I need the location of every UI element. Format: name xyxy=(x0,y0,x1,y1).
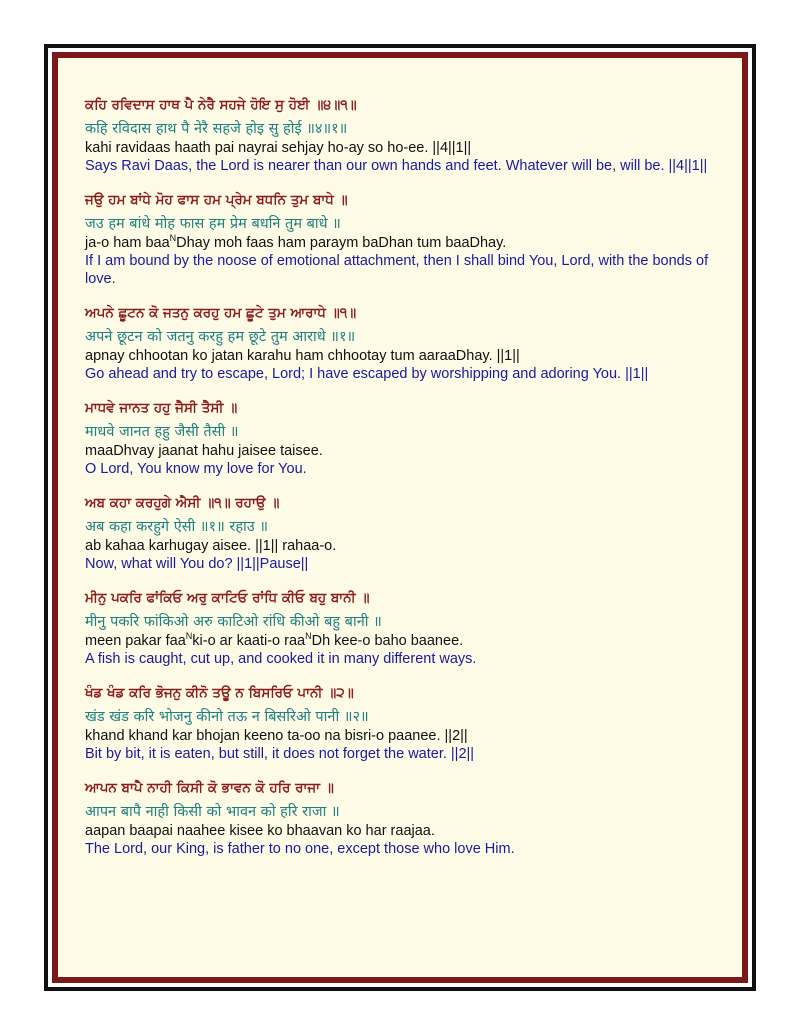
verse-1 xyxy=(85,96,725,175)
hindi-line: जउ हम बांधे मोह फास हम प्रेम बधनि तुम बाधे ॥ xyxy=(85,216,341,232)
gurmukhi-line: ਮਾਧਵੇ ਜਾਨਤ ਹਹੁ ਜੈਸੀ ਤੈਸੀ ॥ xyxy=(85,400,238,416)
transliteration-line xyxy=(85,632,725,650)
verse-8 xyxy=(85,779,725,858)
transliteration-part: ja-o ham baa xyxy=(85,235,170,251)
translation-line: Go ahead and try to escape, Lord; I have escaped by worshipping and adoring You. ||1|| xyxy=(85,366,649,382)
translation-line: Bit by bit, it is eaten, but still, it does not forget the water. ||2|| xyxy=(85,746,475,762)
verse-3 xyxy=(85,304,725,383)
hindi-line: मीनु पकरि फांकिओ अरु काटिओ रांधि कीओ बहु बानी ॥ xyxy=(85,614,382,630)
gurmukhi-line: ਕਹਿ ਰਵਿਦਾਸ ਹਾਥ ਪੈ ਨੇਰੈ ਸਹਜੇ ਹੋਇ ਸੁ ਹੋਈ ॥੪॥੧॥ xyxy=(85,97,357,113)
hindi-line: कहि रविदास हाथ पै नेरै सहजे होइ सु होई ॥४॥१॥ xyxy=(85,121,348,137)
transliteration-line: khand khand kar bhojan keeno ta-oo na bisri-o paanee. ||2|| xyxy=(85,728,468,744)
scripture-page xyxy=(85,96,725,874)
nasal-marker: N xyxy=(185,631,193,642)
verse-5 xyxy=(85,494,725,573)
hindi-line: अब कहा करहुगे ऐसी ॥१॥ रहाउ ॥ xyxy=(85,519,269,535)
transliteration-part: meen pakar faa xyxy=(85,633,186,649)
translation-line: Now, what will You do? ||1||Pause|| xyxy=(85,556,309,572)
gurmukhi-line: ਅਪਨੇ ਛੂਟਨ ਕੋ ਜਤਨੁ ਕਰਹੁ ਹਮ ਛੂਟੇ ਤੁਮ ਆਰਾਧੇ ॥੧॥ xyxy=(85,305,357,321)
verse-6 xyxy=(85,589,725,668)
gurmukhi-line: ਮੀਨੁ ਪਕਰਿ ਫਾਂਕਿਓ ਅਰੁ ਕਾਟਿਓ ਰਾਂਧਿ ਕੀਓ ਬਹੁ ਬਾਨੀ ॥ xyxy=(85,590,370,606)
transliteration-part: Dhay moh faas ham paraym baDhan tum baaDhay. xyxy=(176,235,507,251)
gurmukhi-line: ਖੰਡ ਖੰਡ ਕਰਿ ਭੋਜਨੁ ਕੀਨੋ ਤਊ ਨ ਬਿਸਰਿਓ ਪਾਨੀ ॥੨॥ xyxy=(85,685,354,701)
hindi-line: अपने छूटन को जतनु करहु हम छूटे तुम आराधे ॥१॥ xyxy=(85,329,356,345)
transliteration-part: Dh kee-o baho baanee. xyxy=(311,633,464,649)
translation-line: A fish is caught, cut up, and cooked it in many different ways. xyxy=(85,651,477,667)
hindi-line: आपन बापै नाही किसी को भावन को हरि राजा ॥ xyxy=(85,804,340,820)
gurmukhi-line: ਆਪਨ ਬਾਪੈ ਨਾਹੀ ਕਿਸੀ ਕੋ ਭਾਵਨ ਕੋ ਹਰਿ ਰਾਜਾ ॥ xyxy=(85,780,334,796)
transliteration-line: apnay chhootan ko jatan karahu ham chhootay tum aaraaDhay. ||1|| xyxy=(85,348,520,364)
transliteration-line: aapan baapai naahee kisee ko bhaavan ko har raajaa. xyxy=(85,823,435,839)
transliteration-line: ab kahaa karhugay aisee. ||1|| rahaa-o. xyxy=(85,538,337,554)
translation-line: If I am bound by the noose of emotional attachment, then I shall bind You, Lord, with the bonds of love. xyxy=(85,253,709,287)
translation-line: The Lord, our King, is father to no one, except those who love Him. xyxy=(85,841,515,857)
transliteration-line xyxy=(85,234,725,252)
gurmukhi-line: ਅਬ ਕਹਾ ਕਰਹੁਗੇ ਐਸੀ ॥੧॥ ਰਹਾਉ ॥ xyxy=(85,495,280,511)
nasal-marker: N xyxy=(169,233,177,244)
transliteration-line: maaDhvay jaanat hahu jaisee taisee. xyxy=(85,443,323,459)
translation-line: Says Ravi Daas, the Lord is nearer than our own hands and feet. Whatever will be, will be. ||4||1|| xyxy=(85,158,708,174)
nasal-marker: N xyxy=(305,631,312,642)
translation-line: O Lord, You know my love for You. xyxy=(85,461,307,477)
verse-2 xyxy=(85,191,725,288)
verse-7 xyxy=(85,684,725,763)
hindi-line: खंड खंड करि भोजनु कीनो तऊ न बिसरिओ पानी ॥२॥ xyxy=(85,709,369,725)
verse-4 xyxy=(85,399,725,478)
transliteration-line: kahi ravidaas haath pai nayrai sehjay ho-ay so ho-ee. ||4||1|| xyxy=(85,140,472,156)
hindi-line: माधवे जानत हहु जैसी तैसी ॥ xyxy=(85,424,239,440)
gurmukhi-line: ਜਉ ਹਮ ਬਾਂਧੇ ਮੋਹ ਫਾਸ ਹਮ ਪ੍ਰੇਮ ਬਧਨਿ ਤੁਮ ਬਾਧੇ ॥ xyxy=(85,192,348,208)
transliteration-part: ki-o ar kaati-o raa xyxy=(192,633,306,649)
